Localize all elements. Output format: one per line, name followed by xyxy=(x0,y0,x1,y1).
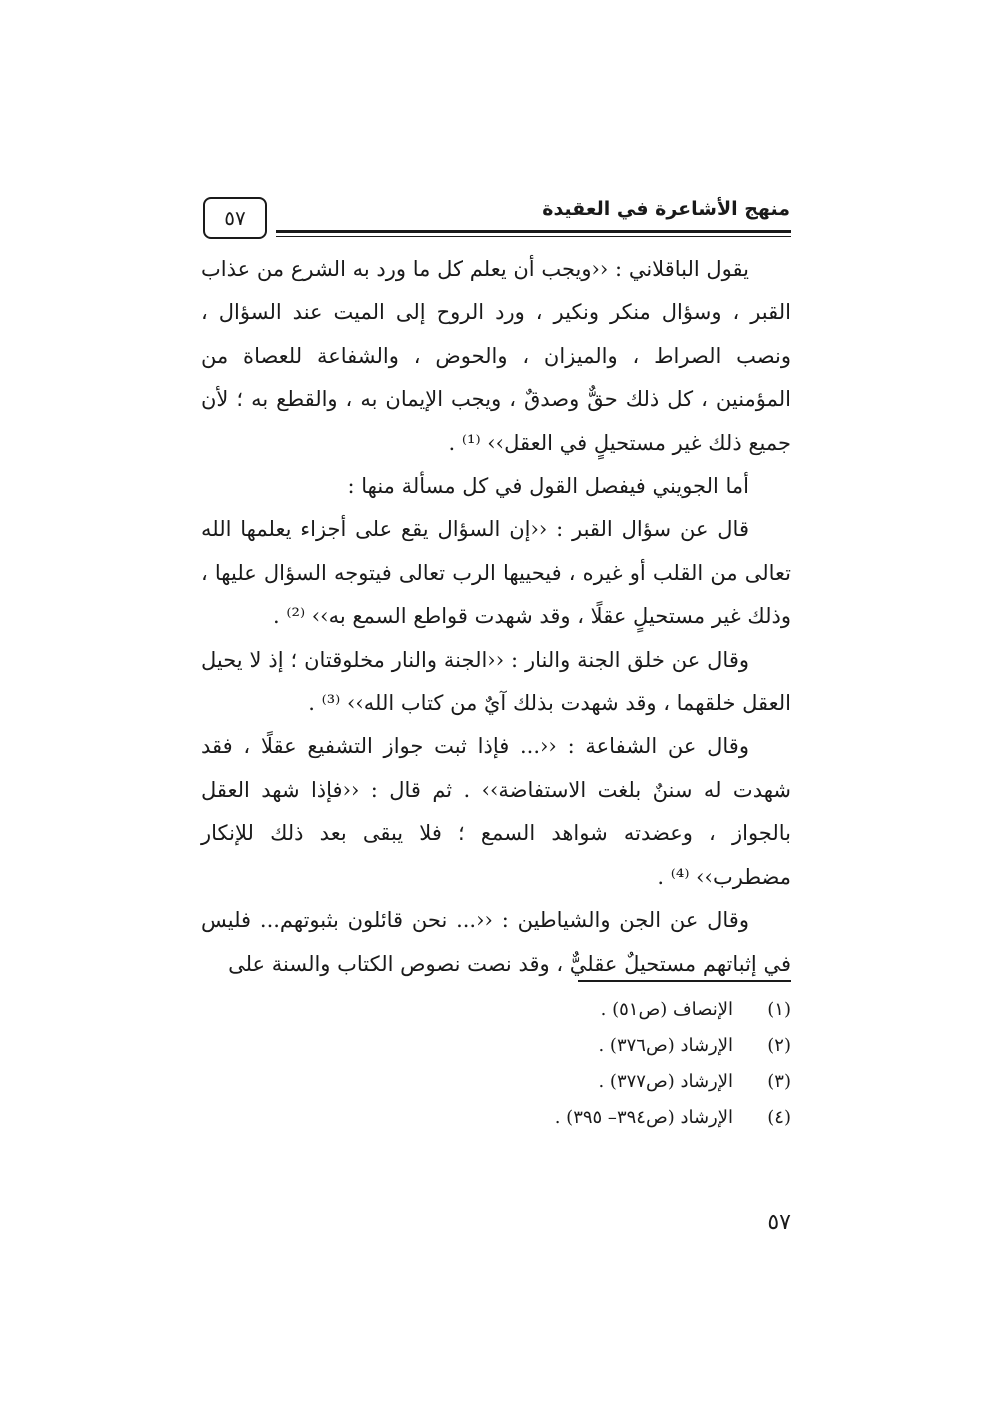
body-text xyxy=(201,248,791,986)
header-page-number-box xyxy=(203,197,267,239)
footnote-item xyxy=(460,1028,791,1064)
footnote-text: الإرشاد (ص٣٧٦) . xyxy=(598,1035,733,1056)
footnote-number: (١) xyxy=(767,999,791,1020)
footnote-number: (٢) xyxy=(767,1035,791,1056)
paragraph: وقال عن الشفاعة : ‹‹... فإذا ثبت جواز التشفيع عقلًا ، فقد شهدت له سننٌ بلغت الاستفاضة›› . ثم قال : ‹‹فإذا شهد العقل بالجواز ، وعضدته شواهد السمع ؛ فلا يبقى بعد ذلك للإنكار مضطرب›› ⁽⁴⁾ . xyxy=(201,734,791,889)
header-rule-thin xyxy=(276,236,791,237)
footnote-item xyxy=(460,1064,791,1100)
footer-page-number: ٥٧ xyxy=(767,1210,791,1235)
paragraph: يقول الباقلاني : ‹‹ويجب أن يعلم كل ما ورد به الشرع من عذاب القبر ، وسؤال منكر ونكير ، ورد الروح إلى الميت عند السؤال ، ونصب الصراط ، والميزان ، والحوض ، والشفاعة للعصاة من المؤمنين ، كل ذلك حقٌّ وصدقٌ ، ويجب الإيمان به ، والقطع به ؛ لأن جميع ذلك غير مستحيلٍ في العقل›› ⁽¹⁾ . xyxy=(201,257,791,455)
footnote-separator xyxy=(578,980,791,982)
paragraph: أما الجويني فيفصل القول في كل مسألة منها : xyxy=(347,474,749,499)
footnote-text: الإرشاد (ص٣٧٧) . xyxy=(598,1071,733,1092)
footnote-item xyxy=(460,992,791,1028)
footnote-text: الإنصاف (ص٥١) . xyxy=(600,999,733,1020)
footnotes xyxy=(460,992,791,1136)
paragraph: قال عن سؤال القبر : ‹‹إن السؤال يقع على أجزاء يعلمها الله تعالى من القلب أو غيره ، فيحييها الرب تعالى فيتوجه السؤال عليها ، وذلك غير مستحيلٍ عقلًا ، وقد شهدت قواطع السمع به›› ⁽²⁾ . xyxy=(201,517,791,629)
paragraph: وقال عن خلق الجنة والنار : ‹‹الجنة والنار مخلوقتان ؛ إذ لا يحيل العقل خلقهما ، وقد شهدت بذلك آيٌ من كتاب الله›› ⁽³⁾ . xyxy=(201,647,791,716)
running-title: منهج الأشاعرة في العقيدة xyxy=(542,198,790,220)
footnote-number: (٤) xyxy=(767,1107,791,1128)
footnote-number: (٣) xyxy=(767,1071,791,1092)
footnote-item xyxy=(460,1100,791,1136)
footnote-text: الإرشاد (ص٣٩٤– ٣٩٥) . xyxy=(554,1107,733,1128)
header-page-number: ٥٧ xyxy=(224,206,246,230)
paragraph: وقال عن الجن والشياطين : ‹‹... نحن قائلون بثبوتهم... فليس في إثباتهم مستحيلٌ عقليٌّ ، وقد نصت نصوص الكتاب والسنة على xyxy=(201,908,791,976)
header-rule-thick xyxy=(276,230,791,233)
